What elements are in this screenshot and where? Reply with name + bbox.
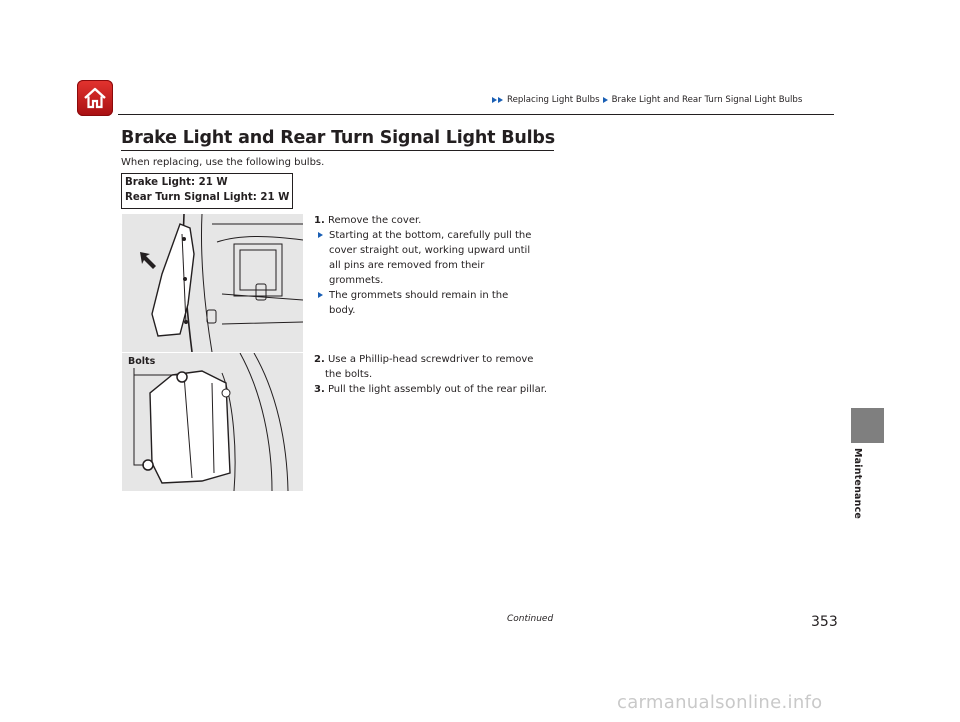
- step-note: The grommets should remain in the body.: [314, 288, 531, 318]
- step-number: 2.: [314, 354, 325, 365]
- spec-brake-light: Brake Light: 21 W: [125, 177, 228, 188]
- bolts-illustration: [122, 353, 303, 491]
- side-tab-label: Maintenance: [852, 448, 863, 520]
- breadcrumb: [492, 95, 802, 105]
- bolts-label: Bolts: [128, 356, 156, 367]
- title-underline: [121, 150, 554, 151]
- arrow-icon: [603, 97, 608, 103]
- continued-note: Continued: [507, 614, 554, 624]
- step-1: [314, 213, 531, 318]
- step-note: Starting at the bottom, carefully pull the cover straight out, working upward until all pins are removed from their grommets.: [314, 228, 531, 288]
- step-number: 3.: [314, 384, 325, 395]
- step-text: Remove the cover.: [327, 215, 422, 226]
- arrow-icon: [492, 97, 497, 103]
- home-button[interactable]: [77, 80, 113, 116]
- watermark: carmanualsonline.info: [617, 692, 823, 713]
- step-number: 1.: [314, 215, 325, 226]
- side-tab-marker: [851, 408, 884, 443]
- spec-rear-turn-signal: Rear Turn Signal Light: 21 W: [125, 192, 290, 203]
- step-2: 2. Use a Phillip-head screwdriver to remove the bolts.: [314, 354, 534, 380]
- arrow-icon: [318, 292, 323, 298]
- cover-removal-illustration: [122, 214, 303, 352]
- step-3: 3. Pull the light assembly out of the rear pillar.: [314, 384, 548, 395]
- home-icon: [82, 85, 108, 111]
- arrow-icon: [318, 232, 323, 238]
- header-divider: [118, 114, 834, 115]
- breadcrumb-link-replacing-light-bulbs[interactable]: Replacing Light Bulbs: [507, 95, 600, 105]
- bulb-spec-box: [121, 173, 293, 209]
- page-number: 353: [811, 614, 838, 630]
- arrow-icon: [498, 97, 503, 103]
- breadcrumb-current: Brake Light and Rear Turn Signal Light Bulbs: [611, 95, 803, 105]
- page-title: Brake Light and Rear Turn Signal Light Bulbs: [121, 128, 555, 148]
- intro-text: When replacing, use the following bulbs.: [121, 157, 325, 168]
